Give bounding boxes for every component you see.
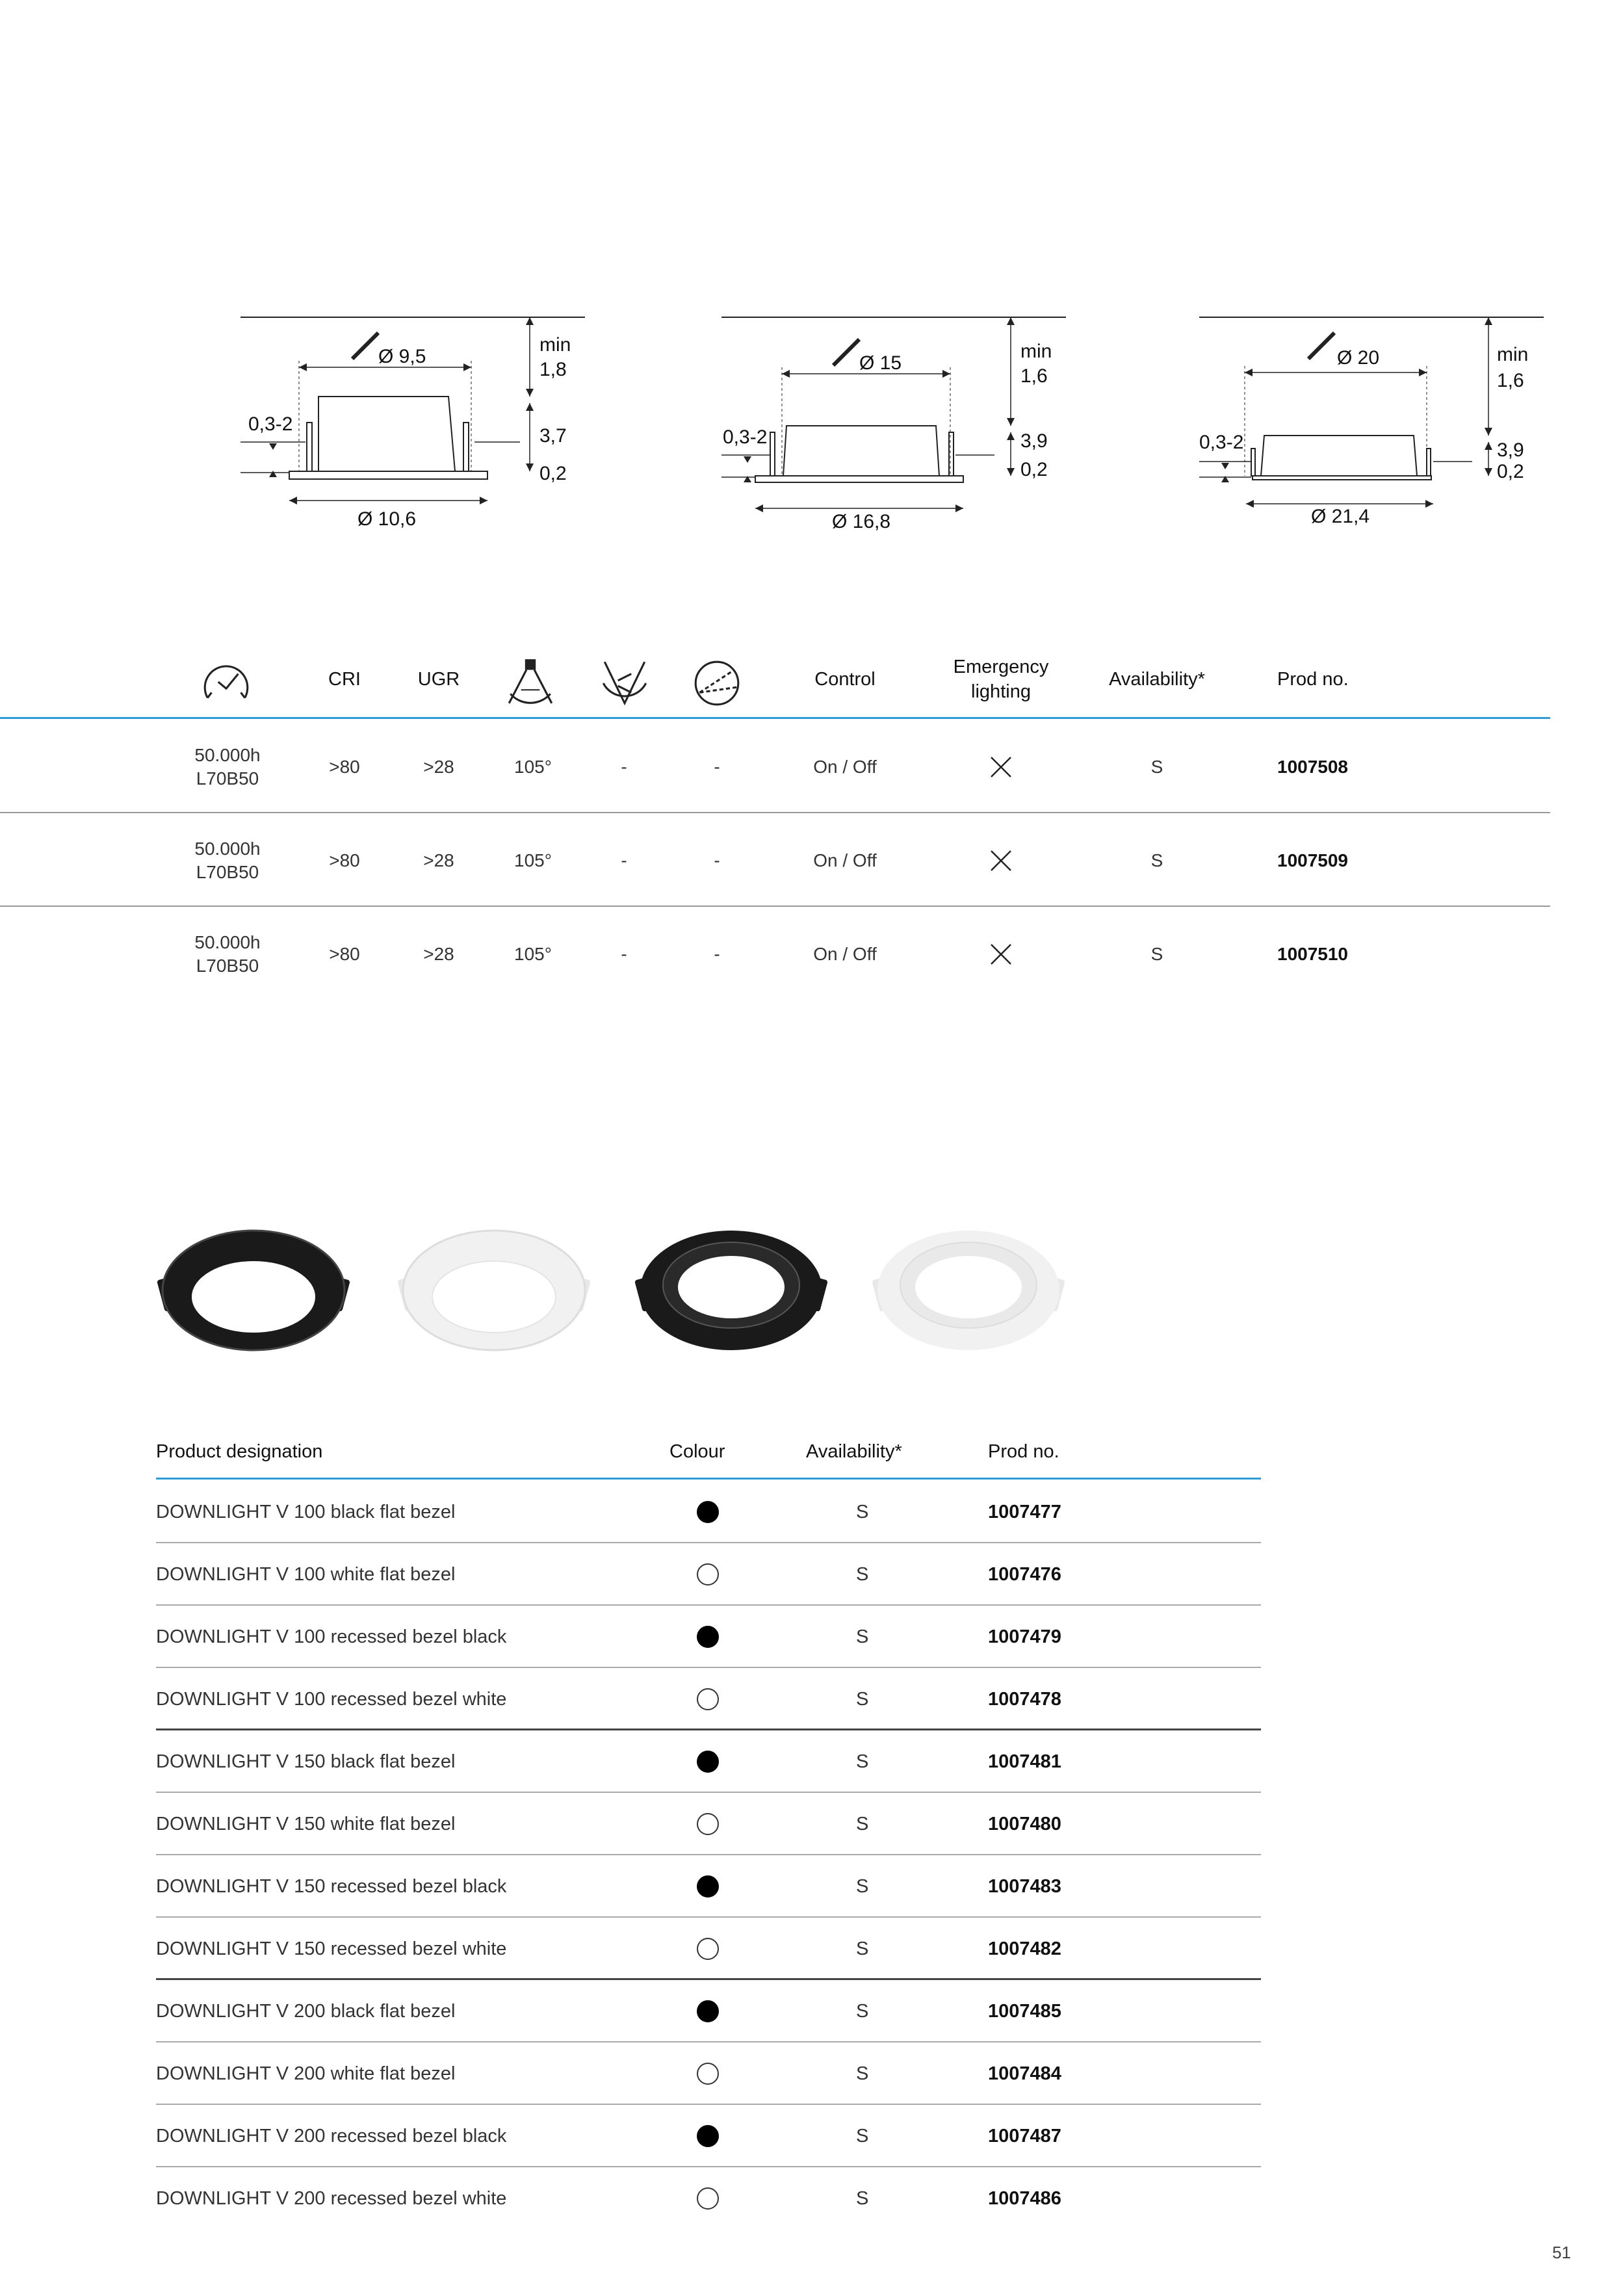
accessory-table-row [156, 1855, 1261, 1918]
rotation-cell: - [714, 943, 720, 964]
rotation-cell: - [714, 850, 720, 870]
spec-table-row [0, 907, 1550, 1000]
header-divider [156, 1478, 1261, 1480]
ceiling-label: 0,3-2 [723, 426, 768, 448]
colour-cell [697, 1606, 719, 1668]
outer-diameter-label: Ø 16,8 [832, 511, 891, 532]
colour-cell [697, 1980, 719, 2042]
min-value: 1,8 [539, 359, 567, 380]
availability-cell: S [856, 1626, 869, 1647]
tilt-icon [598, 657, 651, 710]
height-label: 3,9 [1497, 439, 1524, 461]
designation-cell: DOWNLIGHT V 150 recessed bezel white [156, 1938, 507, 1959]
emergency-cell [968, 907, 1033, 1000]
designation-cell: DOWNLIGHT V 100 white flat bezel [156, 1563, 456, 1585]
colour-cell [697, 2167, 719, 2230]
colour-swatch-white [697, 1813, 719, 1835]
designation-cell: DOWNLIGHT V 200 recessed bezel black [156, 2125, 507, 2146]
availability-cell: S [856, 2187, 869, 2209]
colour-cell [697, 2042, 719, 2105]
availability-cell: S [1150, 943, 1163, 964]
row-divider [0, 906, 1550, 907]
ugr-cell: >28 [423, 943, 454, 964]
prod-no-cell: 1007510 [1277, 943, 1349, 964]
availability-cell: S [856, 1875, 869, 1897]
prod-no-cell: 1007482 [988, 1938, 1061, 1959]
header-availability: Availability* [806, 1441, 902, 1462]
spec-table-row [0, 720, 1550, 813]
header-ugr: UGR [417, 668, 460, 690]
accessory-table-row [156, 1730, 1261, 1793]
accessory-table-row [156, 1918, 1261, 1980]
colour-swatch-white [697, 1563, 719, 1585]
cut-diameter-label: Ø 9,5 [378, 346, 426, 367]
accessory-table-row [156, 1543, 1261, 1606]
designation-cell: DOWNLIGHT V 200 recessed bezel white [156, 2187, 507, 2209]
colour-cell [697, 2105, 719, 2167]
colour-swatch-white [697, 1688, 719, 1710]
outer-diameter-label: Ø 21,4 [1311, 506, 1370, 527]
height-label: 3,9 [1020, 430, 1048, 452]
clock-icon [200, 657, 253, 710]
spec-table-row [0, 814, 1550, 907]
cri-cell: >80 [329, 850, 360, 870]
beam-cell: 105° [514, 850, 552, 870]
colour-swatch-black [697, 1751, 719, 1773]
control-cell: On / Off [813, 756, 877, 777]
prod-no-cell: 1007476 [988, 1563, 1061, 1585]
colour-cell [697, 1730, 719, 1793]
prod-no-cell: 1007484 [988, 2063, 1061, 2084]
prod-no-cell: 1007485 [988, 2000, 1061, 2022]
lifetime-value: 50.000h [194, 744, 261, 765]
emergency-cell [968, 814, 1033, 907]
colour-swatch-black [697, 2125, 719, 2147]
designation-cell: DOWNLIGHT V 100 recessed bezel black [156, 1626, 507, 1647]
prod-no-cell: 1007478 [988, 1688, 1061, 1710]
header-emergency: Emergency lighting [953, 657, 1049, 702]
header-availability: Availability* [1109, 668, 1205, 690]
colour-cell [697, 1793, 719, 1855]
outer-diameter-label: Ø 10,6 [357, 508, 417, 530]
dimension-drawing-100 [234, 306, 598, 540]
header-designation: Product designation [156, 1441, 323, 1462]
prod-no-cell: 1007487 [988, 2125, 1061, 2146]
prod-no-cell: 1007483 [988, 1875, 1061, 1897]
cross-icon [990, 756, 1012, 778]
header-prod-no: Prod no. [1277, 668, 1349, 690]
page-number: 51 [1552, 2243, 1571, 2262]
colour-cell [697, 1918, 719, 1980]
colour-swatch-black [697, 1626, 719, 1648]
accessory-table-row [156, 2105, 1261, 2167]
designation-cell: DOWNLIGHT V 200 black flat bezel [156, 2000, 456, 2022]
beam-angle-icon [504, 657, 557, 710]
header-control: Control [814, 668, 876, 690]
ceiling-label: 0,3-2 [248, 413, 293, 435]
prod-no-cell: 1007486 [988, 2187, 1061, 2209]
colour-swatch-black [697, 1875, 719, 1898]
rotation-icon [690, 657, 744, 710]
accessory-table-header [156, 1424, 1261, 1480]
availability-cell: S [856, 2063, 869, 2084]
header-divider [0, 717, 1550, 719]
designation-cell: DOWNLIGHT V 100 black flat bezel [156, 1501, 456, 1522]
designation-cell: DOWNLIGHT V 200 white flat bezel [156, 2063, 456, 2084]
min-value: 1,6 [1497, 370, 1524, 391]
lifetime-cell [175, 720, 279, 813]
cross-icon [990, 943, 1012, 965]
tilt-cell: - [621, 943, 627, 964]
lifetime-value: 50.000h [194, 838, 261, 859]
prod-no-cell: 1007508 [1277, 756, 1349, 777]
prod-no-cell: 1007481 [988, 1751, 1061, 1772]
min-label: min [1497, 344, 1529, 365]
prod-no-cell: 1007477 [988, 1501, 1061, 1522]
colour-swatch-white [697, 2063, 719, 2085]
rim-label: 0,2 [539, 463, 567, 484]
dimension-drawing-150 [708, 306, 1072, 540]
accessory-table-row [156, 1481, 1261, 1543]
prod-no-cell: 1007509 [1277, 850, 1349, 870]
min-label: min [539, 334, 571, 356]
beam-cell: 105° [514, 756, 552, 777]
control-cell: On / Off [813, 943, 877, 964]
rim-label: 0,2 [1020, 459, 1048, 480]
cri-cell: >80 [329, 756, 360, 777]
header-colour: Colour [669, 1441, 725, 1462]
rotation-cell: - [714, 756, 720, 777]
height-label: 3,7 [539, 425, 567, 447]
availability-cell: S [856, 1501, 869, 1522]
bezel-image-white-flat [393, 1225, 595, 1355]
beam-cell: 105° [514, 943, 552, 964]
min-label: min [1020, 341, 1052, 362]
colour-cell [697, 1481, 719, 1543]
cut-diameter-label: Ø 20 [1337, 347, 1380, 369]
spec-table-header [0, 644, 1550, 719]
availability-cell: S [856, 2125, 869, 2146]
availability-cell: S [856, 1688, 869, 1710]
bezel-image-black-flat [153, 1225, 354, 1355]
bezel-image-black-recessed [630, 1225, 832, 1355]
availability-cell: S [856, 1563, 869, 1585]
emergency-cell [968, 720, 1033, 813]
lifetime-code: L70B50 [196, 955, 259, 976]
cross-icon [990, 850, 1012, 872]
dimension-drawing-200 [1186, 306, 1550, 540]
bezel-image-white-recessed [868, 1225, 1069, 1355]
designation-cell: DOWNLIGHT V 150 white flat bezel [156, 1813, 456, 1834]
colour-swatch-black [697, 2000, 719, 2022]
control-cell: On / Off [813, 850, 877, 870]
lifetime-cell [175, 814, 279, 907]
designation-cell: DOWNLIGHT V 150 recessed bezel black [156, 1875, 507, 1897]
colour-swatch-white [697, 2187, 719, 2210]
row-divider [0, 812, 1550, 813]
availability-cell: S [856, 1813, 869, 1834]
colour-cell [697, 1543, 719, 1606]
accessory-table-row [156, 1606, 1261, 1668]
colour-swatch-black [697, 1501, 719, 1523]
lifetime-code: L70B50 [196, 768, 259, 789]
availability-cell: S [856, 2000, 869, 2022]
accessory-table-row [156, 2042, 1261, 2105]
header-prod-no: Prod no. [988, 1441, 1059, 1462]
prod-no-cell: 1007479 [988, 1626, 1061, 1647]
accessory-table-row [156, 1668, 1261, 1730]
designation-cell: DOWNLIGHT V 150 black flat bezel [156, 1751, 456, 1772]
ugr-cell: >28 [423, 850, 454, 870]
availability-cell: S [856, 1938, 869, 1959]
availability-cell: S [1150, 756, 1163, 777]
min-value: 1,6 [1020, 365, 1048, 387]
lifetime-code: L70B50 [196, 861, 259, 882]
availability-cell: S [1150, 850, 1163, 870]
rim-label: 0,2 [1497, 461, 1524, 482]
colour-cell [697, 1668, 719, 1730]
ugr-cell: >28 [423, 756, 454, 777]
header-cri: CRI [328, 668, 361, 690]
tilt-cell: - [621, 850, 627, 870]
accessory-table-row [156, 1793, 1261, 1855]
accessory-table-row [156, 2167, 1261, 2230]
ceiling-label: 0,3-2 [1199, 432, 1244, 453]
availability-cell: S [856, 1751, 869, 1772]
lifetime-cell [175, 907, 279, 1000]
colour-cell [697, 1855, 719, 1918]
colour-swatch-white [697, 1938, 719, 1960]
accessory-table-row [156, 1980, 1261, 2042]
cri-cell: >80 [329, 943, 360, 964]
lifetime-value: 50.000h [194, 932, 261, 952]
prod-no-cell: 1007480 [988, 1813, 1061, 1834]
tilt-cell: - [621, 756, 627, 777]
cut-diameter-label: Ø 15 [859, 352, 902, 374]
designation-cell: DOWNLIGHT V 100 recessed bezel white [156, 1688, 507, 1710]
